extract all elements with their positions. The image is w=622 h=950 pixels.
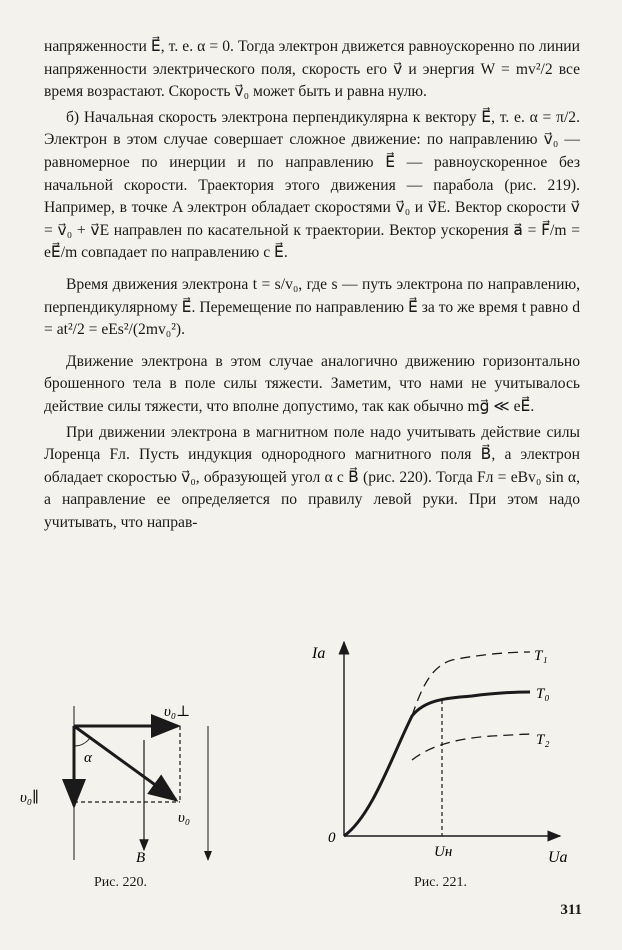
figure-220 [20,690,220,880]
curve-T2 [412,734,534,760]
paragraph-5: При движении электрона в магнитном поле надо учитывать действие силы Лоренца Fл. Пусть индукция однородного магнитного поля B⃗, а электрон обладает скоростью v⃗₀, образующей угол α с B⃗ (рис. 220). Тогда Fл = eBv₀ sin α, а направление ее определяется по правилу левой руки. При этом надо учитывать, что направ- [44,423,580,531]
curve-T1 [412,652,530,716]
caption-220: Рис. 220. [94,875,147,890]
label-v0-par: υ₀∥ [20,790,40,806]
page-number: 311 [560,902,582,918]
x-axis-label: Uа [548,849,568,866]
curve-T0 [344,692,530,836]
caption-221: Рис. 221. [414,875,467,890]
body-text [44,36,580,534]
angle-arc [74,738,90,746]
paragraph-1: напряженности E⃗, т. е. α = 0. Тогда электрон движется равноускоренно по линии напряженности электрического поля, скорость его v⃗ и энергия W = mv²/2 все время возрастают. Скорость v⃗₀ может быть и равна нулю. [44,38,580,101]
label-T2: T₂ [536,732,550,748]
figure-221 [312,636,582,876]
label-v0-perp: υ₀⊥ [164,704,191,720]
paragraph-4: Движение электрона в этом случае аналогично движению горизонтально брошенного тела в поле силы тяжести. Заметим, что нами не учитывалось действие силы тяжести, что вполне допустимо, так как обычно mg⃗ ≪ eE⃗. [44,352,580,415]
y-axis-label: Iа [312,645,326,662]
label-T0: T₀ [536,686,550,702]
xtick-Un: Uн [434,844,453,860]
paragraph-2: б) Начальная скорость электрона перпендикулярна к вектору E⃗, т. е. α = π/2. Электрон в этом случае совершает сложное движение: по направлению v⃗₀ — равномерное по инерции и по направлению E⃗ — равноускоренное без начальной скорости. Траектория этого движения — парабола (рис. 219). Например, в точке A электрон обладает скоростями v⃗₀ и v⃗E. Вектор скорости v⃗ = v⃗₀ + v⃗E направлен по касательной к траектории. Вектор ускорения a⃗ = F⃗/m = eE⃗/m совпадает по направлению с E⃗. [44,108,580,262]
label-alpha: α [84,750,92,766]
paragraph-3: Время движения электрона t = s/v₀, где s — путь электрона по направлению, перпендикулярному E⃗. Перемещение по направлению E⃗ за то же время t равно d = at²/2 = eEs²/(2mv₀²). [44,275,580,339]
label-T1: T₁ [534,648,548,664]
label-v0: υ₀ [178,810,191,826]
origin-label: 0 [328,830,336,846]
label-B: B [136,850,146,866]
